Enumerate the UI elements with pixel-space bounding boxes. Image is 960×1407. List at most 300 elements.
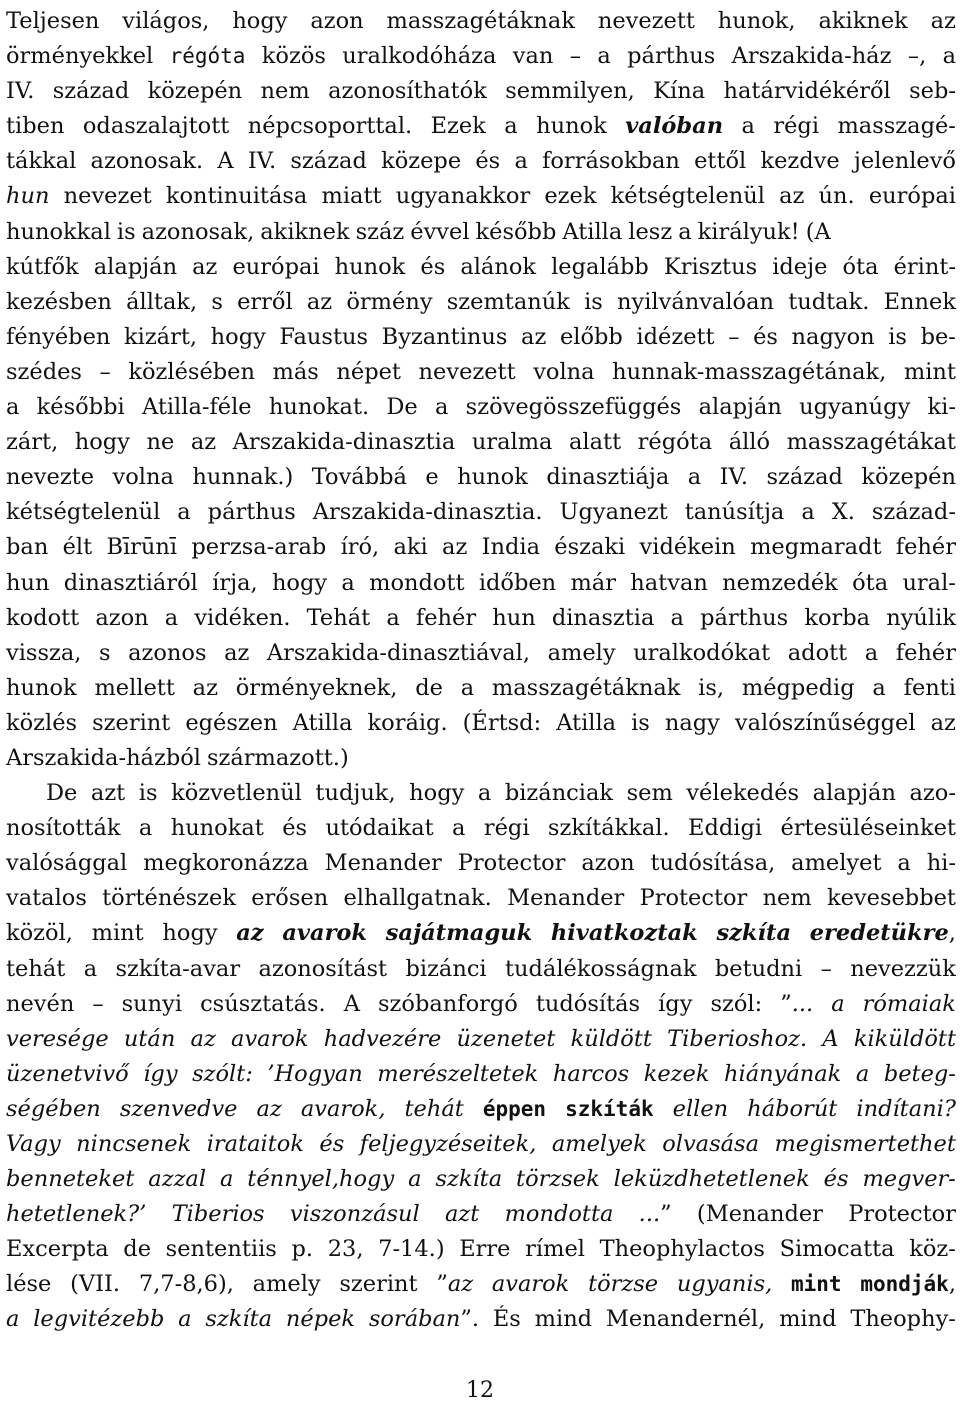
word: veresége <box>6 1025 109 1052</box>
word: hunokat <box>170 815 264 842</box>
word: Menander <box>507 885 625 912</box>
word: – <box>728 323 740 350</box>
word: alánok <box>460 253 537 280</box>
text-line <box>6 285 956 320</box>
text-line <box>6 1057 956 1092</box>
word: rímel <box>525 1236 585 1263</box>
text-line <box>6 741 956 776</box>
word: század <box>52 78 130 105</box>
word: olvasása <box>662 1131 759 1157</box>
word: megmaradt <box>750 534 882 561</box>
word: óta <box>842 253 879 280</box>
word: Krisztus <box>663 253 758 280</box>
word: és <box>753 323 778 350</box>
word: IV. <box>247 148 277 175</box>
word: hogy <box>409 780 465 807</box>
word: tudtak. <box>788 288 870 315</box>
word: azonosítást <box>258 955 388 982</box>
word: fényében <box>6 323 111 350</box>
word: a <box>341 569 355 596</box>
text-line <box>6 39 956 74</box>
word: származott.) <box>206 744 349 771</box>
word: nevezet <box>63 183 152 210</box>
word: vatalos <box>6 885 87 912</box>
word: fehér <box>895 639 956 666</box>
word: hogy <box>74 429 130 456</box>
word: ségében <box>6 1095 101 1122</box>
text-line <box>6 811 956 846</box>
word: merészeltetek <box>377 1060 539 1087</box>
word: megkoronázza <box>143 850 309 877</box>
word: az <box>779 183 805 210</box>
word: nosították <box>6 815 121 842</box>
text-line <box>6 109 956 144</box>
text-line <box>6 706 956 741</box>
word: Atilla-féle <box>141 394 252 421</box>
word: időben <box>478 569 557 596</box>
word: lése <box>6 1271 52 1298</box>
word: hogy <box>162 920 218 947</box>
word: a <box>597 43 611 70</box>
word: kétségtelenül <box>6 499 161 526</box>
word: a <box>504 113 518 140</box>
word: ne <box>146 429 175 456</box>
word: tudósítása, <box>650 850 776 877</box>
word: A <box>822 1025 839 1052</box>
word: És <box>492 1306 521 1333</box>
word: ideje <box>772 253 828 280</box>
word: a <box>460 674 475 701</box>
word: masszagétáknak <box>491 674 681 701</box>
word: ”... <box>780 990 814 1017</box>
word: vidéken. <box>194 604 291 631</box>
word: Arszakida-ház <box>731 43 892 70</box>
word: szkítákkal. <box>547 815 670 842</box>
word: hunnak-masszagétának, <box>612 358 887 385</box>
word: párthus <box>627 43 716 70</box>
word: azonosak. <box>90 148 204 175</box>
word: A <box>343 990 360 1017</box>
word: szövegösszefüggés <box>465 394 682 421</box>
word: a <box>514 148 528 175</box>
word: érint- <box>893 253 956 280</box>
word: a <box>164 604 179 631</box>
word: sajátmaguk <box>385 920 533 947</box>
word: Kína <box>653 78 706 105</box>
word: szerint <box>339 1271 418 1298</box>
word: a <box>83 955 98 982</box>
word: hunok <box>6 674 77 701</box>
word: a <box>219 1166 234 1193</box>
word: üzenetvivő <box>6 1060 129 1087</box>
word: megver- <box>862 1166 956 1193</box>
word: Menandernél, <box>605 1306 766 1333</box>
word: évvel <box>410 218 470 245</box>
word: hun <box>6 569 50 596</box>
word: kétségtelenül <box>610 183 765 210</box>
word: a <box>408 1166 422 1193</box>
word: Atilla <box>556 709 617 736</box>
word: viszonzásul <box>289 1201 420 1228</box>
word: a <box>138 815 153 842</box>
word: álltak, <box>126 288 198 315</box>
word: népet <box>336 358 401 385</box>
word: Bīrūnī <box>106 534 178 561</box>
word: a <box>435 394 449 421</box>
word: dinasztiája <box>546 464 670 491</box>
word: tiben <box>6 113 65 140</box>
word: Arszakida-dinasztia. <box>312 499 543 526</box>
word: (A <box>805 218 831 245</box>
word: az <box>192 674 218 701</box>
word: szerint <box>92 709 171 736</box>
word: hogy <box>232 8 288 34</box>
word: szkíta <box>205 1306 273 1333</box>
word: kútfők <box>6 253 79 280</box>
word: sententiis <box>165 1236 277 1263</box>
word: ugyanúgy <box>799 394 911 421</box>
word: korba <box>804 604 871 631</box>
word: közös <box>261 43 326 70</box>
word: élt <box>62 534 93 561</box>
word: hunokat. <box>268 394 370 421</box>
word: szkíták <box>565 1096 654 1121</box>
word: küldött <box>570 1025 652 1052</box>
word: nyúlik <box>886 604 956 631</box>
word: avarok <box>231 1025 309 1052</box>
word: de <box>123 1236 152 1263</box>
word: idézett <box>636 323 715 350</box>
word: Arszakida-házból <box>6 744 201 771</box>
word: örményekkel <box>6 43 154 70</box>
word: kezésben <box>6 288 112 315</box>
word: dinasztia <box>551 604 655 631</box>
word: amely <box>547 639 616 666</box>
text-line <box>6 566 956 601</box>
word: 7-14.) <box>378 1236 445 1263</box>
word: megismertethet <box>774 1131 956 1157</box>
word: ellen <box>672 1095 729 1122</box>
word: az <box>256 1095 282 1122</box>
word: fehér <box>415 604 477 631</box>
word: bizánci <box>405 955 487 982</box>
word: Simocatta <box>779 1236 895 1263</box>
word: kezek <box>643 1060 710 1087</box>
text-line <box>6 74 956 109</box>
word: IV. <box>6 78 35 105</box>
word: kodott <box>6 604 80 631</box>
word: ugyanakkor <box>395 183 531 210</box>
word: tudálékosságnak <box>505 955 697 982</box>
word: is <box>138 780 158 807</box>
text-line <box>6 530 956 565</box>
word: egészen <box>185 709 278 736</box>
word: száz <box>355 218 405 245</box>
text-line <box>6 1092 956 1127</box>
word: Ugyanezt <box>559 499 668 526</box>
word: p. <box>291 1236 314 1263</box>
word: hunok <box>536 113 607 140</box>
word: Atilla <box>292 709 353 736</box>
word: után <box>123 1025 176 1052</box>
page-number: 12 <box>466 1378 494 1403</box>
text-line <box>6 1022 956 1057</box>
word: északi <box>554 534 626 561</box>
word: De <box>386 394 418 421</box>
word: szkíta <box>435 1166 503 1193</box>
word: népek <box>285 1306 356 1333</box>
word: tákkal <box>6 148 77 175</box>
word: Teljesen <box>6 8 100 34</box>
word: az <box>930 709 956 736</box>
word: koráig. <box>367 709 448 736</box>
word: – <box>99 358 111 385</box>
word: alapján <box>812 780 896 807</box>
word: a <box>678 218 692 245</box>
word: tudjuk, <box>315 780 396 807</box>
word: uralma <box>471 429 553 456</box>
word: legalább <box>551 253 649 280</box>
word: álló <box>728 429 771 456</box>
word: is <box>116 218 136 245</box>
word: Ennek <box>883 288 956 315</box>
word: Byzantinus <box>381 323 508 350</box>
word: Atilla <box>562 218 623 245</box>
word: azonosak, <box>141 218 255 245</box>
word: azon <box>581 850 635 877</box>
word: más <box>272 358 319 385</box>
word: kiküldött <box>853 1025 956 1052</box>
word: erről <box>237 288 293 315</box>
text-line <box>6 1162 956 1197</box>
word: csúsztatás. <box>200 990 326 1017</box>
word: a <box>177 499 191 526</box>
word: a <box>831 990 845 1017</box>
word: Tiberioshoz. <box>667 1025 808 1052</box>
word: volna <box>533 358 595 385</box>
word: nem <box>762 885 812 912</box>
word: Menander <box>324 850 442 877</box>
text-line <box>6 1232 956 1267</box>
word: azzal <box>148 1166 207 1193</box>
word: kizárt, <box>123 323 198 350</box>
word: mégpedig <box>741 674 855 701</box>
word: Theophylactos <box>599 1236 765 1263</box>
word: ugyanis, <box>676 1271 773 1298</box>
word: örményeknek, <box>235 674 398 701</box>
word: királyuk! <box>697 218 800 245</box>
word: írja, <box>212 569 258 596</box>
word: amelyek <box>551 1131 647 1157</box>
word: Ezek <box>430 113 486 140</box>
word: hogy <box>210 323 266 350</box>
word: hetetlenek?’ <box>6 1201 147 1228</box>
word: a <box>864 639 879 666</box>
word: De <box>46 780 78 807</box>
word: hadvezére <box>323 1025 442 1052</box>
word: ’Hogyan <box>267 1060 363 1087</box>
word: tehát <box>404 1095 464 1122</box>
word: valósággal <box>6 850 128 877</box>
word: a <box>897 850 911 877</box>
word: kezdve <box>760 148 840 175</box>
word: közlésében <box>128 358 255 385</box>
word: közepén <box>147 78 243 105</box>
word: hi- <box>926 850 956 877</box>
word: Arszakida-dinasztia <box>232 429 456 456</box>
word: – <box>820 955 832 982</box>
word: párthus <box>700 604 789 631</box>
word: (VII. <box>70 1271 121 1298</box>
word: század- <box>871 499 956 526</box>
word: az <box>190 429 217 456</box>
word: azt <box>445 1201 480 1228</box>
word: az <box>190 1025 216 1052</box>
word: értesüléseinket <box>780 815 956 842</box>
word: odaszalajtott <box>82 113 230 140</box>
word: vidékein <box>639 534 736 561</box>
word: mint <box>791 1272 842 1297</box>
word: valószínűséggel <box>734 709 916 736</box>
word: Tiberios <box>171 1201 265 1228</box>
word: –, <box>907 43 927 70</box>
word: mint <box>903 358 956 385</box>
text-line <box>6 881 956 916</box>
word: alapján <box>698 394 782 421</box>
word: 23, <box>327 1236 364 1263</box>
word: s <box>98 639 111 666</box>
word: az <box>224 639 250 666</box>
word: dinasztiáról <box>63 569 198 596</box>
word: van <box>512 43 554 70</box>
word: nagyon <box>791 323 875 350</box>
word: a <box>6 394 20 421</box>
word: IV. <box>719 464 748 491</box>
word: sem <box>626 780 673 807</box>
word: is, <box>698 674 725 701</box>
word: (Menander <box>696 1201 823 1228</box>
word: szemtanúk <box>446 288 570 315</box>
word: erősen <box>251 885 329 912</box>
word: hiányának <box>724 1060 842 1087</box>
word: és <box>475 148 501 175</box>
word: hunok <box>457 464 528 491</box>
word: az <box>236 920 264 947</box>
word: mind <box>779 1306 837 1333</box>
word: szédes <box>6 358 82 385</box>
word: hogy <box>271 569 328 596</box>
text-line <box>6 671 956 706</box>
word: valóban <box>625 113 724 140</box>
word: a <box>477 780 492 807</box>
word: vélekedés <box>686 780 800 807</box>
word: törzse <box>588 1271 659 1298</box>
word: masszagétáknak <box>386 8 575 34</box>
word: Faustus <box>279 323 369 350</box>
text-line <box>6 250 956 285</box>
word: kevesebbet <box>826 885 956 912</box>
word: amelyet <box>791 850 882 877</box>
word: mondotta <box>504 1201 614 1228</box>
word: a <box>452 815 466 842</box>
word: előbb <box>559 323 623 350</box>
word: ...” <box>638 1201 672 1228</box>
word: a <box>872 674 886 701</box>
word: szkíta-avar <box>115 955 241 982</box>
word: hatvan <box>630 569 708 596</box>
word: a <box>386 604 400 631</box>
word: azo- <box>909 780 956 807</box>
word: miatt <box>321 183 382 210</box>
word: tehát <box>6 955 66 982</box>
text-line <box>6 179 956 214</box>
word: is <box>888 323 907 350</box>
word: hunok <box>334 253 406 280</box>
word: masszagé- <box>837 113 956 140</box>
word: határvidékéről <box>723 78 891 105</box>
word: a <box>855 1060 870 1087</box>
word: nem <box>260 78 310 105</box>
word: ”az <box>436 1271 474 1298</box>
word: vissza, <box>6 639 82 666</box>
word: kontinuitása <box>165 183 308 210</box>
word: hunokkal <box>6 218 111 245</box>
word: ténnyel,hogy <box>247 1166 395 1193</box>
word: bizánciak <box>504 780 614 807</box>
text-line <box>6 390 956 425</box>
word: aki <box>393 534 428 561</box>
word: nevezte <box>6 464 95 491</box>
word: európai <box>868 183 956 210</box>
word: később <box>475 218 557 245</box>
word: azonosíthatók <box>328 78 487 105</box>
word: Protector <box>848 1201 956 1228</box>
word: a <box>687 464 702 491</box>
word: az <box>930 8 956 34</box>
word: forrásokban <box>542 148 680 175</box>
text-line <box>6 916 956 951</box>
word: hivatkoztak <box>550 920 698 947</box>
text-line <box>6 4 956 39</box>
text-line <box>6 1197 956 1232</box>
word: X. <box>831 499 855 526</box>
word: elhallgatnak. <box>343 885 492 912</box>
word: eredetükre, <box>809 920 956 947</box>
word: szkíta <box>716 920 792 947</box>
word: szóbanforgó <box>378 990 518 1017</box>
word: szólt: <box>192 1060 253 1087</box>
word: világos, <box>122 8 210 34</box>
word: már <box>570 569 616 596</box>
word: nevezzük <box>850 955 956 982</box>
word: az <box>306 288 333 315</box>
word: adott <box>787 639 848 666</box>
word: uralkodókat <box>633 639 771 666</box>
word: a <box>6 1306 20 1333</box>
word: nagy <box>664 709 720 736</box>
word: sunyi <box>121 990 183 1017</box>
word: író, <box>340 534 380 561</box>
text-line <box>6 144 956 179</box>
word: a <box>942 43 956 70</box>
word: háborút <box>747 1095 838 1122</box>
word: régóta <box>637 429 713 456</box>
word: század <box>290 148 367 175</box>
word: így <box>143 1060 178 1087</box>
word: század <box>766 464 843 491</box>
word: avarok <box>491 1271 570 1298</box>
word: és <box>420 253 446 280</box>
